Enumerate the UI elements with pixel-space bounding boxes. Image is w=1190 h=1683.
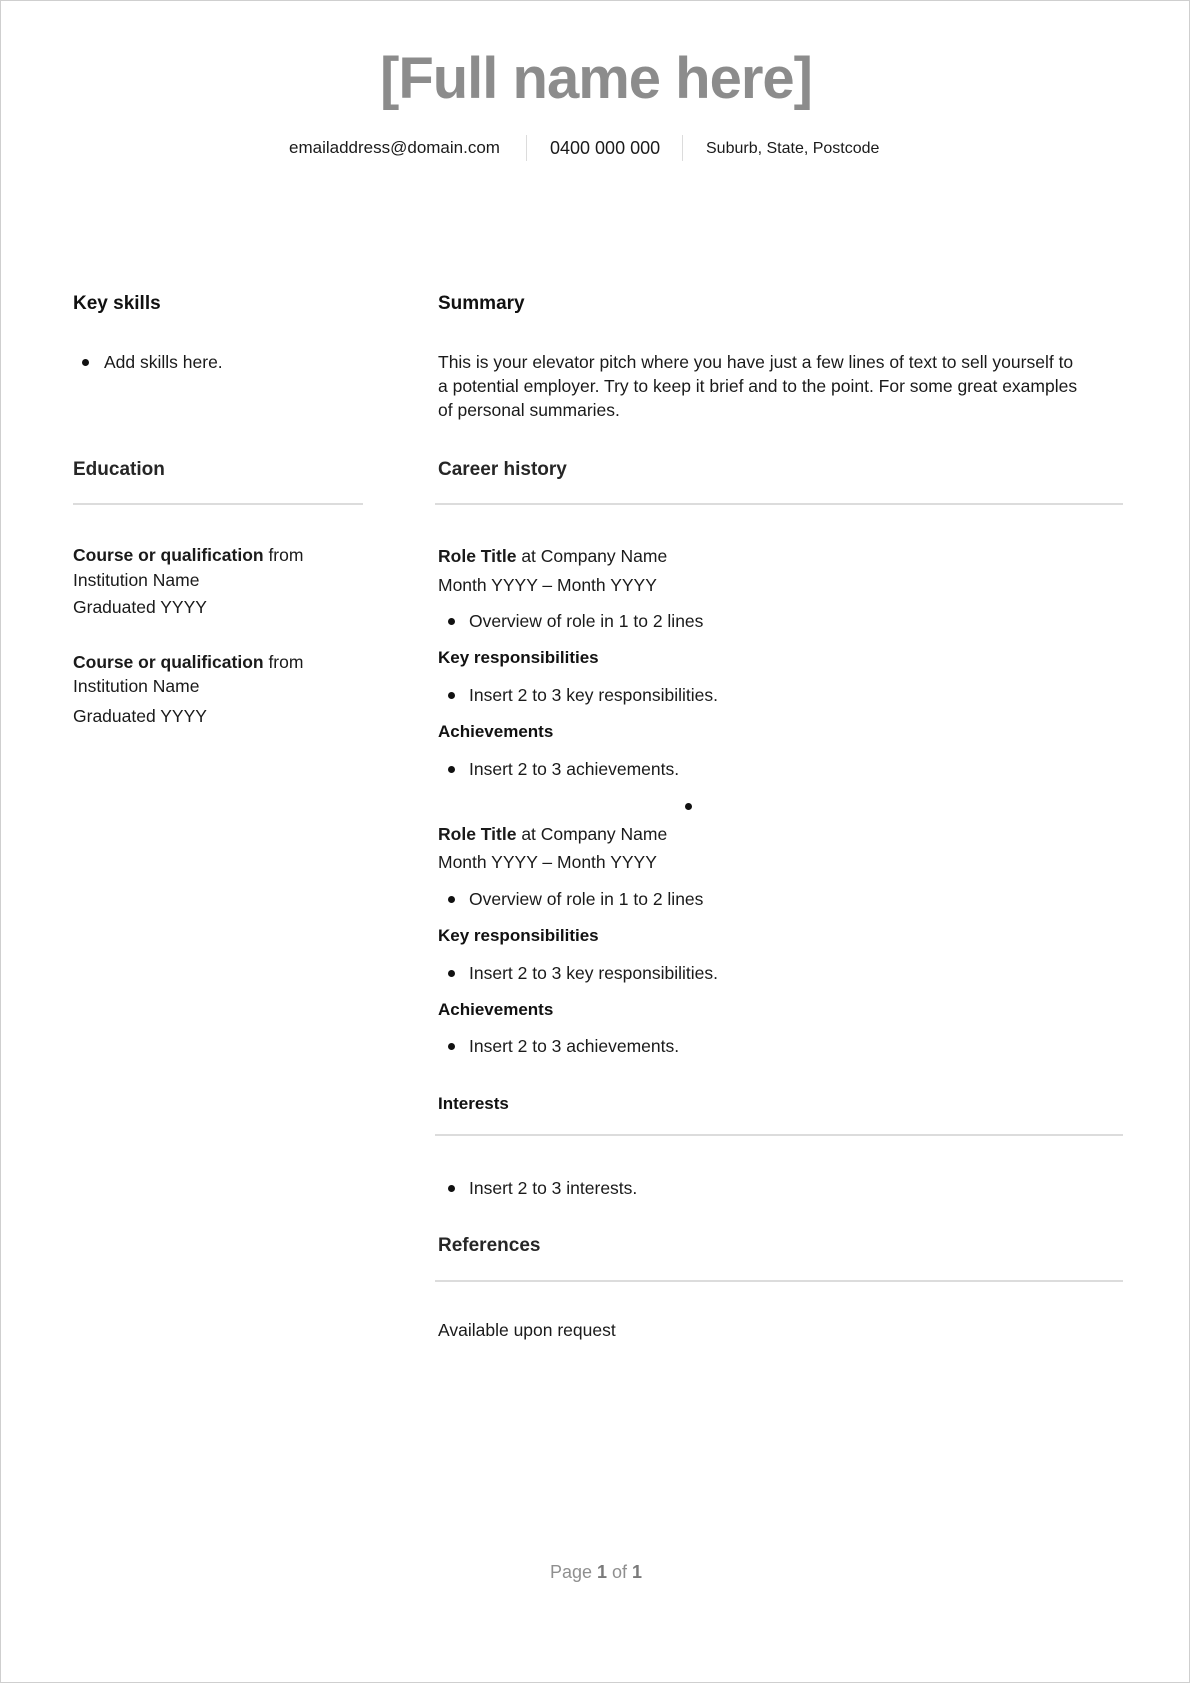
references-text[interactable]: Available upon request — [438, 1320, 616, 1340]
bullet-icon — [448, 970, 455, 977]
role-title-line[interactable] — [438, 544, 667, 568]
achievement-item[interactable]: Insert 2 to 3 achievements. — [469, 1036, 680, 1056]
summary-line[interactable]: of personal summaries. — [438, 400, 620, 420]
bullet-icon — [448, 896, 455, 903]
course-connector: from — [263, 545, 304, 565]
responsibilities-heading: Key responsibilities — [438, 926, 599, 945]
page-number-footer — [1, 1562, 1190, 1583]
bullet-icon — [82, 359, 89, 366]
role-title: Role Title — [438, 546, 517, 566]
summary-heading: Summary — [438, 293, 525, 314]
course-name: Course or qualification — [73, 545, 264, 565]
bullet-icon — [448, 1185, 455, 1192]
bullet-icon — [448, 1043, 455, 1050]
role-company: at Company Name — [516, 824, 668, 844]
role-title-line[interactable] — [438, 822, 667, 846]
interest-item[interactable]: Insert 2 to 3 interests. — [469, 1178, 638, 1198]
references-divider — [435, 1280, 1123, 1282]
empty-bullet-icon[interactable] — [685, 803, 692, 810]
summary-line[interactable]: This is your elevator pitch where you have just a few lines of text to sell yourself to — [438, 352, 1074, 372]
total-pages: 1 — [632, 1562, 643, 1582]
role-title: Role Title — [438, 824, 517, 844]
responsibility-item[interactable]: Insert 2 to 3 key responsibilities. — [469, 685, 719, 705]
education-heading: Education — [73, 459, 165, 480]
bullet-icon — [448, 618, 455, 625]
summary-line[interactable]: a potential employer. Try to keep it brief and to the point. For some great examples — [438, 376, 1078, 396]
full-name-title[interactable]: [Full name here] — [380, 46, 812, 111]
references-heading: References — [438, 1235, 541, 1256]
bullet-icon — [448, 692, 455, 699]
of-label: of — [607, 1562, 633, 1582]
education-entry-institution[interactable]: Institution Name — [73, 676, 200, 696]
contact-divider — [526, 135, 527, 161]
contact-email[interactable]: emailaddress@domain.com — [289, 138, 500, 157]
education-entry-course[interactable] — [73, 543, 303, 567]
contact-location[interactable]: Suburb, State, Postcode — [706, 140, 880, 157]
interests-divider — [435, 1134, 1123, 1136]
career-history-divider — [435, 503, 1123, 505]
bullet-icon — [448, 766, 455, 773]
contact-divider — [682, 135, 683, 161]
achievements-heading: Achievements — [438, 1000, 554, 1019]
education-entry-graduated[interactable]: Graduated YYYY — [73, 597, 207, 617]
key-skills-heading: Key skills — [73, 293, 161, 314]
achievements-heading: Achievements — [438, 722, 554, 741]
skill-item[interactable]: Add skills here. — [104, 352, 223, 372]
education-divider — [73, 503, 363, 505]
role-company: at Company Name — [516, 546, 668, 566]
page-label: Page — [549, 1562, 597, 1582]
responsibility-item[interactable]: Insert 2 to 3 key responsibilities. — [469, 963, 719, 983]
role-dates[interactable]: Month YYYY – Month YYYY — [438, 575, 657, 595]
course-name: Course or qualification — [73, 652, 264, 672]
role-overview[interactable]: Overview of role in 1 to 2 lines — [469, 889, 704, 909]
current-page: 1 — [597, 1562, 608, 1582]
interests-heading: Interests — [438, 1094, 509, 1113]
career-history-heading: Career history — [438, 459, 567, 480]
role-overview[interactable]: Overview of role in 1 to 2 lines — [469, 611, 704, 631]
achievement-item[interactable]: Insert 2 to 3 achievements. — [469, 759, 680, 779]
education-entry-graduated[interactable]: Graduated YYYY — [73, 706, 207, 726]
contact-phone[interactable]: 0400 000 000 — [550, 138, 661, 158]
course-connector: from — [263, 652, 304, 672]
responsibilities-heading: Key responsibilities — [438, 648, 599, 667]
education-entry-course[interactable] — [73, 650, 303, 674]
role-dates[interactable]: Month YYYY – Month YYYY — [438, 852, 657, 872]
education-entry-institution[interactable]: Institution Name — [73, 570, 200, 590]
